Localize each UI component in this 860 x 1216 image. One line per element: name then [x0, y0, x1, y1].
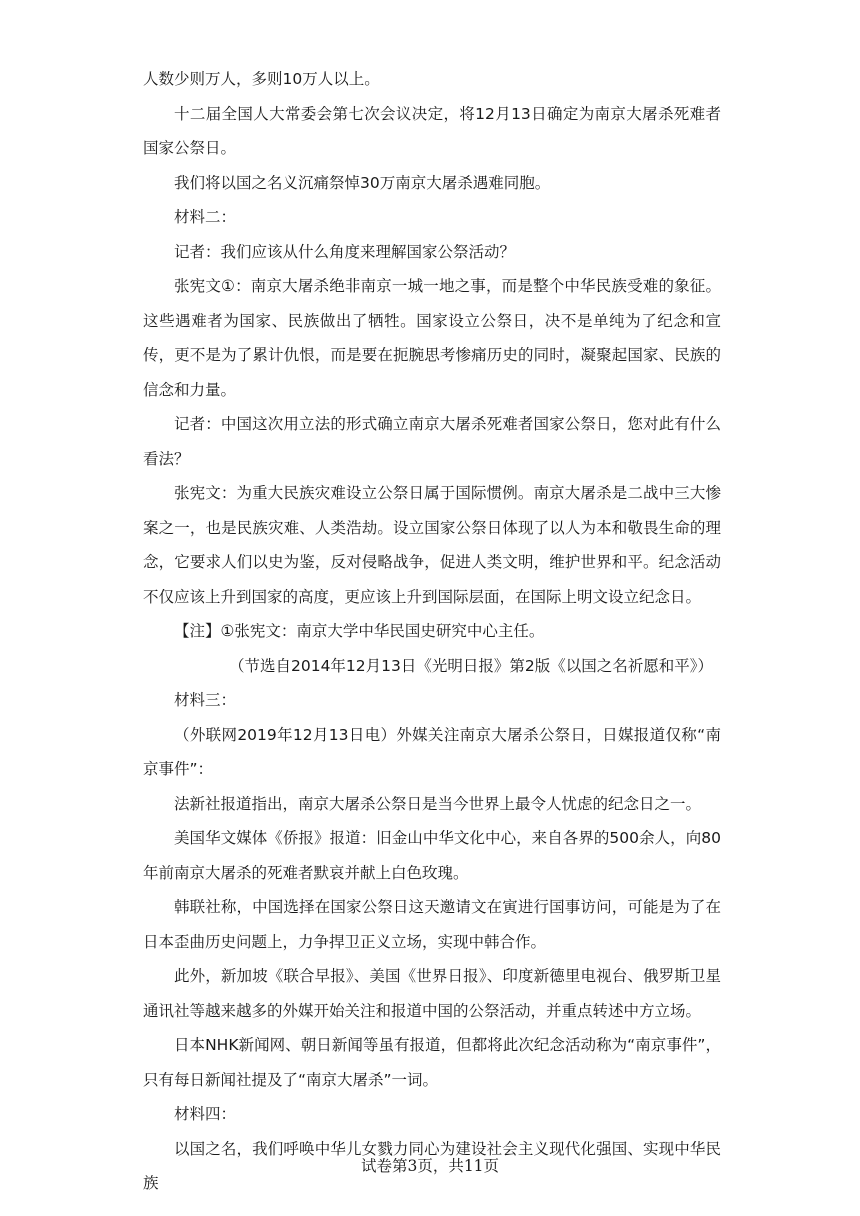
paragraph: 张宪文：为重大民族灾难设立公祭日属于国际惯例。南京大屠杀是二战中三大惨案之一，也是民族灾难、人类浩劫。设立国家公祭日体现了以人为本和敬畏生命的理念，它要求人们以史为鉴，反对侵略战争，促进人类文明，维护世界和平。纪念活动不仅应该上升到国家的高度，更应该上升到国际层面，在国际上明文设立纪念日。	[143, 484, 721, 606]
paragraph: 此外，新加坡《联合早报》、美国《世界日报》、印度新德里电视台、俄罗斯卫星通讯社等越来越多的外媒开始关注和报道中国的公祭活动，并重点转述中方立场。	[143, 967, 721, 1020]
footnote: 【注】①张宪文：南京大学中华民国史研究中心主任。	[174, 622, 545, 640]
paragraph: 韩联社称，中国选择在国家公祭日这天邀请文在寅进行国事访问，可能是为了在日本歪曲历史问题上，力争捍卫正义立场，实现中韩合作。	[143, 898, 721, 951]
paragraph: 张宪文①：南京大屠杀绝非南京一城一地之事，而是整个中华民族受难的象征。这些遇难者为国家、民族做出了牺牲。国家设立公祭日，决不是单纯为了纪念和宣传，更不是为了累计仇恨，而是要在扼腕思考惨痛历史的同时，凝聚起国家、民族的信念和力量。	[143, 277, 721, 399]
paragraph: 以国之名，我们呼唤中华儿女戮力同心为建设社会主义现代化强国、实现中华民族	[143, 1139, 721, 1192]
paragraph: 我们将以国之名义沉痛祭悼30万南京大屠杀遇难同胞。	[174, 173, 551, 192]
section-heading: 材料四：	[174, 1105, 237, 1123]
document-body	[143, 62, 721, 1201]
paragraph: 十二届全国人大常委会第七次会议决定，将12月13日确定为南京大屠杀死难者国家公祭日。	[143, 104, 721, 157]
source-citation: （节选自2014年12月13日《光明日报》第2版《以国之名祈愿和平》）	[228, 656, 713, 675]
paragraph: 记者：我们应该从什么角度来理解国家公祭活动？	[174, 242, 516, 261]
section-heading: 材料三：	[174, 691, 237, 709]
paragraph: 法新社报道指出，南京大屠杀公祭日是当今世界上最令人忧虑的纪念日之一。	[174, 794, 702, 813]
paragraph: （外联网2019年12月13日电）外媒关注南京大屠杀公祭日，日媒报道仅称“南京事件”：	[143, 725, 721, 778]
paragraph: 人数少则万人，多则10万人以上。	[143, 70, 380, 88]
section-heading: 材料二：	[174, 208, 237, 226]
page-footer: 试卷第3页，共11页	[360, 1157, 500, 1175]
paragraph: 记者：中国这次用立法的形式确立南京大屠杀死难者国家公祭日，您对此有什么看法？	[143, 415, 721, 468]
paragraph: 日本NHK新闻网、朝日新闻等虽有报道，但都将此次纪念活动称为“南京事件”，只有每日新闻社提及了“南京大屠杀”一词。	[143, 1036, 721, 1089]
paragraph: 美国华文媒体《侨报》报道：旧金山中华文化中心，来自各界的500余人，向80年前南京大屠杀的死难者默哀并献上白色玫瑰。	[143, 829, 721, 882]
